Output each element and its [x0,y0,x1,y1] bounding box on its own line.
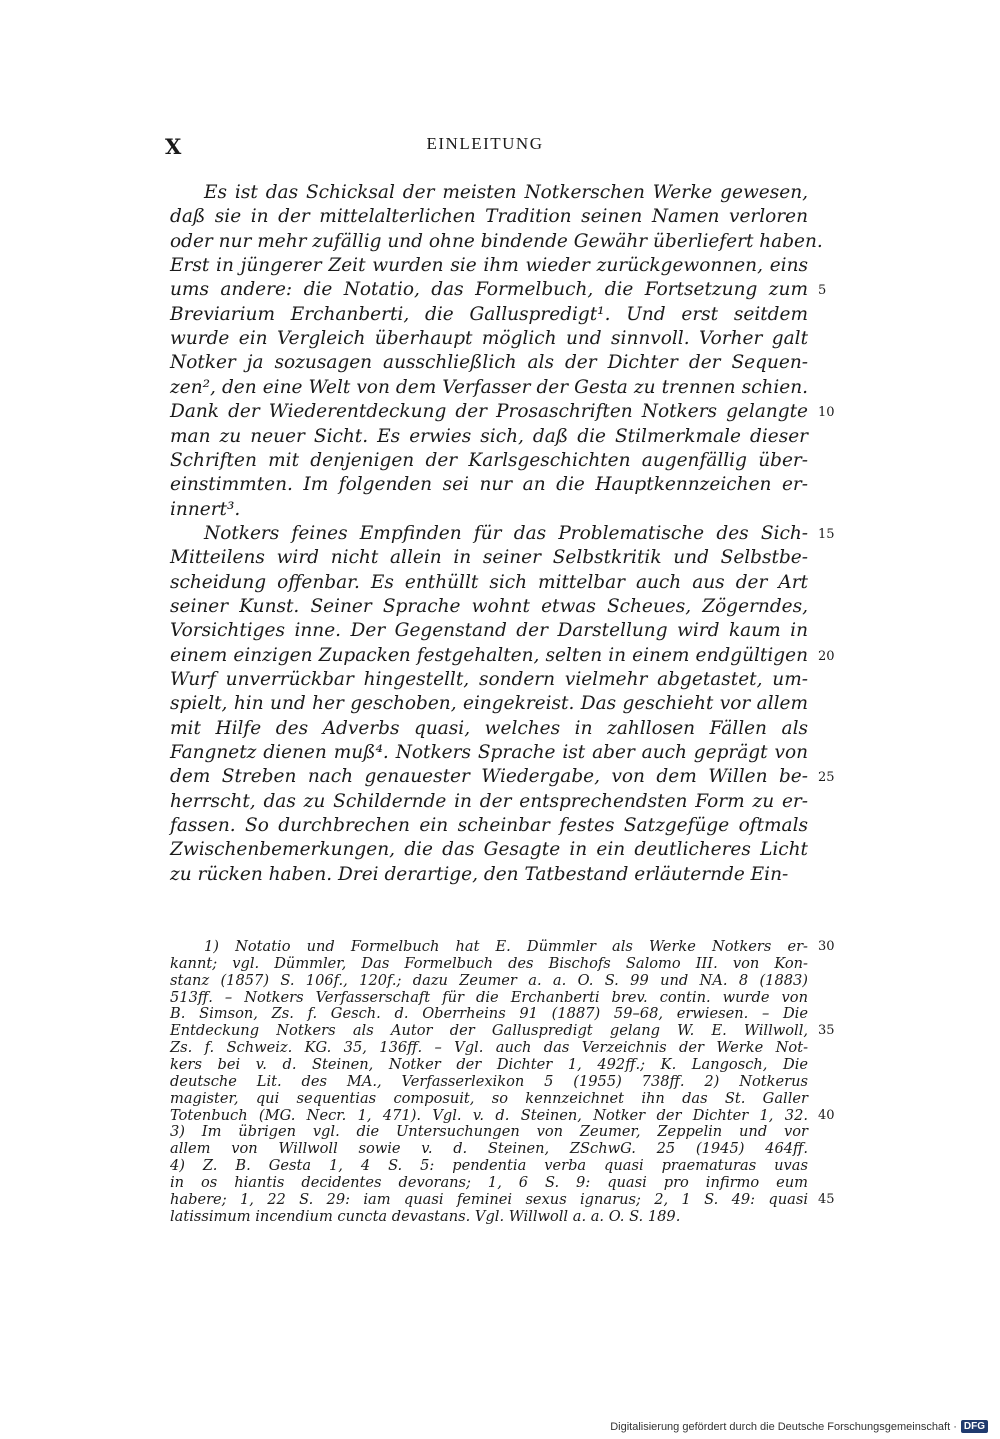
line-number: 5 [818,283,827,299]
footnote-line: stanz (1857) S. 106f., 120f.; dazu Zeumer a. a. O. S. 99 und NA. 8 (1883) [170,971,808,989]
body-line: Fangnetz dienen muß⁴. Notkers Sprache ist aber auch geprägt von [170,742,808,764]
footnote-line: 513ff. – Notkers Verfasserschaft für die Erchanberti brev. contin. wurde von [170,988,808,1006]
body-line: Notkers feines Empfinden für das Problematische des Sich- [204,522,808,544]
body-line: Schriften mit denjenigen der Karlsgeschichten augenfällig über- [170,449,808,471]
body-line: mit Hilfe des Adverbs quasi, welches in zahllosen Fällen als [170,717,808,739]
line-number: 35 [818,1023,835,1039]
body-line: herrscht, das zu Schildernde in der entsprechendsten Form zu er- [170,790,808,812]
footnote-line: Zs. f. Schweiz. KG. 35, 136ff. – Vgl. auch das Verzeichnis der Werke Not- [170,1039,808,1057]
line-number: 15 [818,526,835,542]
dfg-logo: DFG [961,1420,988,1433]
footnote-line: allem von Willwoll sowie v. d. Steinen, ZSchwG. 25 (1945) 464ff. [170,1140,808,1158]
footnote-line: in os hiantis decidentes devorans; 1, 6 S. 9: quasi pro infirmo eum [170,1173,808,1191]
running-title: EINLEITUNG [426,134,544,153]
body-line: wurde ein Vergleich überhaupt möglich und sinnvoll. Vorher galt [170,328,808,350]
footnote-line: habere; 1, 22 S. 29: iam quasi feminei sexus ignarus; 2, 1 S. 49: quasi [170,1190,808,1208]
body-line: Vorsichtiges inne. Der Gegenstand der Darstellung wird kaum in [170,620,808,642]
line-number: 40 [818,1107,835,1123]
body-line: Zwischenbemerkungen, die das Gesagte in ein deutlicheres Licht [170,839,808,861]
body-line: Mitteilens wird nicht allein in seiner Selbstkritik und Selbstbe- [170,547,808,569]
footnote-line: latissimum incendium cuncta devastans. Vgl. Willwoll a. a. O. S. 189. [170,1207,681,1225]
line-number: 30 [818,939,835,954]
body-line: Erst in jüngerer Zeit wurden sie ihm wieder zurückgewonnen, eins [170,255,808,277]
body-line: Dank der Wiederentdeckung der Prosaschriften Notkers gelangte [170,401,808,423]
footnote-line: 1) Notatio und Formelbuch hat E. Dümmler als Werke Notkers er- [204,938,808,955]
footnote-line: kannt; vgl. Dümmler, Das Formelbuch des Bischofs Salomo III. von Kon- [170,954,808,972]
footnote-line: deutsche Lit. des MA., Verfasserlexikon 5 (1955) 738ff. 2) Notkerus [170,1072,808,1090]
body-line: einem einzigen Zupacken festgehalten, selten in einem endgültigen [170,644,808,666]
digitization-credit [610,1420,988,1433]
page-header [165,134,805,158]
footnote-line: 3) Im übrigen vgl. die Untersuchungen von Zeumer, Zeppelin und vor [170,1123,808,1141]
body-line: oder nur mehr zufällig und ohne bindende Gewähr überliefert haben. [170,230,823,252]
line-number: 10 [818,405,835,421]
body-line: einstimmten. Im folgenden sei nur an die Hauptkennzeichen er- [170,474,808,496]
page-number: X [165,134,182,159]
body-line: zu rücken haben. Drei derartige, den Tatbestand erläuternde Ein- [170,863,789,885]
body-line: spielt, hin und her geschoben, eingekreist. Das geschieht vor allem [170,693,808,715]
footnote-line: 4) Z. B. Gesta 1, 4 S. 5: pendentia verba quasi praematuras uvas [170,1157,808,1175]
body-line: man zu neuer Sicht. Es erwies sich, daß die Stilmerkmale dieser [170,425,808,447]
credit-text: Digitalisierung gefördert durch die Deutsche Forschungsgemeinschaft · [610,1420,957,1433]
line-number: 20 [818,648,835,664]
body-line: scheidung offenbar. Es enthüllt sich mittelbar auch aus der Art [170,571,808,593]
body-line: Breviarium Erchanberti, die Galluspredigt¹. Und erst seitdem [170,303,808,325]
body-line: Notker ja sozusagen ausschließlich als der Dichter der Sequen- [170,352,808,374]
body-line: ums andere: die Notatio, das Formelbuch, die Fortsetzung zum [170,279,808,301]
footnote-line: magister, qui sequentias composuit, so kennzeichnet ihn das St. Galler [170,1089,808,1107]
body-line: innert³. [170,498,241,520]
footnote-line: Totenbuch (MG. Necr. 1, 471). Vgl. v. d. Steinen, Notker der Dichter 1, 32. [170,1106,808,1124]
footnote-line: kers bei v. d. Steinen, Notker der Dichter 1, 492ff.; K. Langosch, Die [170,1055,808,1073]
body-line: seiner Kunst. Seiner Sprache wohnt etwas Scheues, Zögerndes, [170,595,808,617]
body-line: fassen. So durchbrechen ein scheinbar festes Satzgefüge oftmals [170,815,808,837]
body-line: Wurf unverrückbar hingestellt, sondern vielmehr abgetastet, um- [170,669,808,690]
footnote-line: Entdeckung Notkers als Autor der Galluspredigt gelang W. E. Willwoll, [170,1022,808,1040]
line-number: 45 [818,1191,835,1207]
body-line: zen², den eine Welt von dem Verfasser der Gesta zu trennen schien. [170,376,808,398]
line-number: 25 [818,770,835,786]
footnote-line: B. Simson, Zs. f. Gesch. d. Oberrheins 91 (1887) 59–68, erwiesen. – Die [170,1005,808,1023]
body-line: daß sie in der mittelalterlichen Tradition seinen Namen verloren [170,206,808,228]
body-line: dem Streben nach genauester Wiedergabe, von dem Willen be- [170,766,808,788]
body-line: Es ist das Schicksal der meisten Notkerschen Werke gewesen, [204,182,808,203]
